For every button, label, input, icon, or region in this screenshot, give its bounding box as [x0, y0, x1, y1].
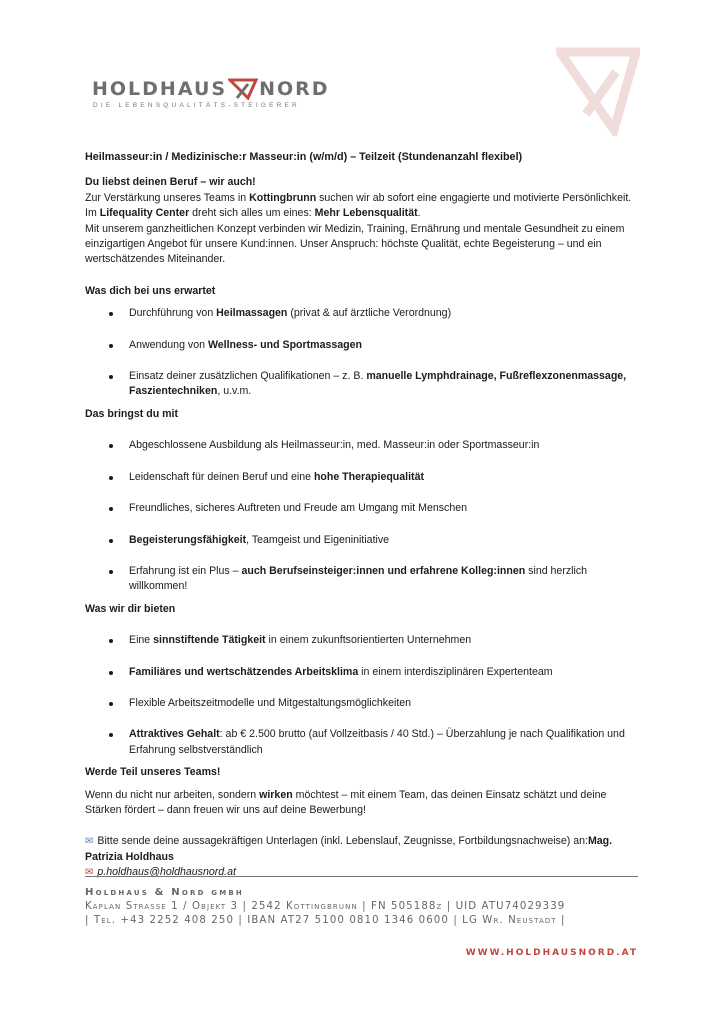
bring-list — [85, 438, 645, 594]
contact-name: Mag. Patrizia Holdhaus — [85, 835, 613, 863]
intro-line-1: Zur Verstärkung unseres Teams in Kottingbrunn suchen wir ab sofort eine engagierte und motivierte Persönlichkeit. — [85, 191, 632, 204]
footer-bank: | Tel. +43 2252 408 250 | IBAN AT27 5100 0810 1346 0600 | LG Wr. Neustadt | — [85, 915, 566, 926]
join-paragraph: Wenn du nicht nur arbeiten, sondern wirken möchtest – mit einem Team, das deinen Einsatz schätzt und deine Stärken fördert – dann freuen wir uns auf deine Bewerbung! — [85, 788, 607, 816]
logo-right-word: NORD — [259, 78, 330, 100]
list-item: Abgeschlossene Ausbildung als Heilmasseur:in, med. Masseur:in oder Sportmasseur:in — [85, 438, 645, 453]
envelope-icon: ✉ — [85, 836, 94, 848]
expect-list — [85, 306, 645, 400]
intro-line-2: Im Lifequality Center dreht sich alles um eines: Mehr Lebensqualität. — [85, 207, 421, 220]
list-item: Erfahrung ist ein Plus – auch Berufseinsteiger:innen und erfahrene Kolleg:innen sind herzlich willkommen! — [85, 564, 645, 595]
footer-divider — [85, 876, 638, 877]
list-item: Flexible Arbeitszeitmodelle und Mitgestaltungsmöglichkeiten — [85, 696, 645, 711]
list-item: Durchführung von Heilmassagen (privat & auf ärztliche Verordnung) — [85, 306, 645, 321]
mail-icon: ✉ — [85, 867, 94, 879]
watermark-triangle-icon — [556, 44, 640, 136]
list-item: Leidenschaft für deinen Beruf und eine hohe Therapiequalität — [85, 470, 645, 485]
job-posting-body — [85, 150, 645, 881]
list-item: Begeisterungsfähigkeit, Teamgeist und Eigeninitiative — [85, 533, 645, 548]
bring-heading: Das bringst du mit — [85, 407, 178, 420]
footer-company: Holdhaus & Nord gmbh — [85, 887, 244, 898]
list-item: Freundliches, sicheres Auftreten und Freude am Umgang mit Menschen — [85, 501, 645, 516]
footer-address: Kaplan Strasse 1 / Objekt 3 | 2542 Kottingbrunn | FN 505188z | UID ATU74029339 — [85, 901, 566, 912]
list-item: Anwendung von Wellness- und Sportmassagen — [85, 338, 645, 353]
list-item: Einsatz deiner zusätzlichen Qualifikationen – z. B. manuelle Lymphdrainage, Fußreflexzonenmassage, Faszientechniken, u.v.m. — [85, 369, 645, 400]
footer — [85, 876, 638, 958]
company-logo — [92, 78, 330, 109]
join-heading: Werde Teil unseres Teams! — [85, 766, 221, 779]
footer-website[interactable]: WWW.HOLDHAUSNORD.AT — [465, 948, 638, 958]
intro-line-3: Mit unserem ganzheitlichen Konzept verbinden wir Medizin, Training, Ernährung und mentale Gesundheit zu einem einzigartigen Angebot für unsere Kund:innen. Unser Anspruch: höchste Qualität, echte Begeisterung – und ein wertschätzendes Miteinander. — [85, 222, 625, 266]
offer-heading: Was wir dir bieten — [85, 602, 176, 615]
contact-line: ✉ Bitte sende deine aussagekräftigen Unterlagen (inkl. Lebenslauf, Zeugnisse, Fortbildungsnachweise) an:Mag. Patrizia Holdhaus — [85, 835, 613, 863]
logo-left-word: HOLDHAUS — [92, 78, 228, 100]
logo-tagline: DIE LEBENSQUALITÄTS-STEIGERER — [93, 102, 300, 109]
list-item: Attraktives Gehalt: ab € 2.500 brutto (auf Vollzeitbasis / 40 Std.) – Überzahlung je nach Qualifikation und Erfahrung selbstverständlich — [85, 727, 645, 758]
offer-list — [85, 633, 645, 758]
contact-email[interactable]: p.holdhaus@holdhausnord.at — [97, 866, 236, 879]
intro-heading: Du liebst deinen Beruf – wir auch! — [85, 176, 256, 189]
expect-heading: Was dich bei uns erwartet — [85, 284, 216, 297]
logo-triangle-icon — [228, 78, 258, 100]
list-item: Familiäres und wertschätzendes Arbeitsklima in einem interdisziplinären Expertenteam — [85, 665, 645, 680]
job-title: Heilmasseur:in / Medizinische:r Masseur:in (w/m/d) – Teilzeit (Stundenanzahl flexibel) — [85, 151, 523, 163]
list-item: Eine sinnstiftende Tätigkeit in einem zukunftsorientierten Unternehmen — [85, 633, 645, 648]
